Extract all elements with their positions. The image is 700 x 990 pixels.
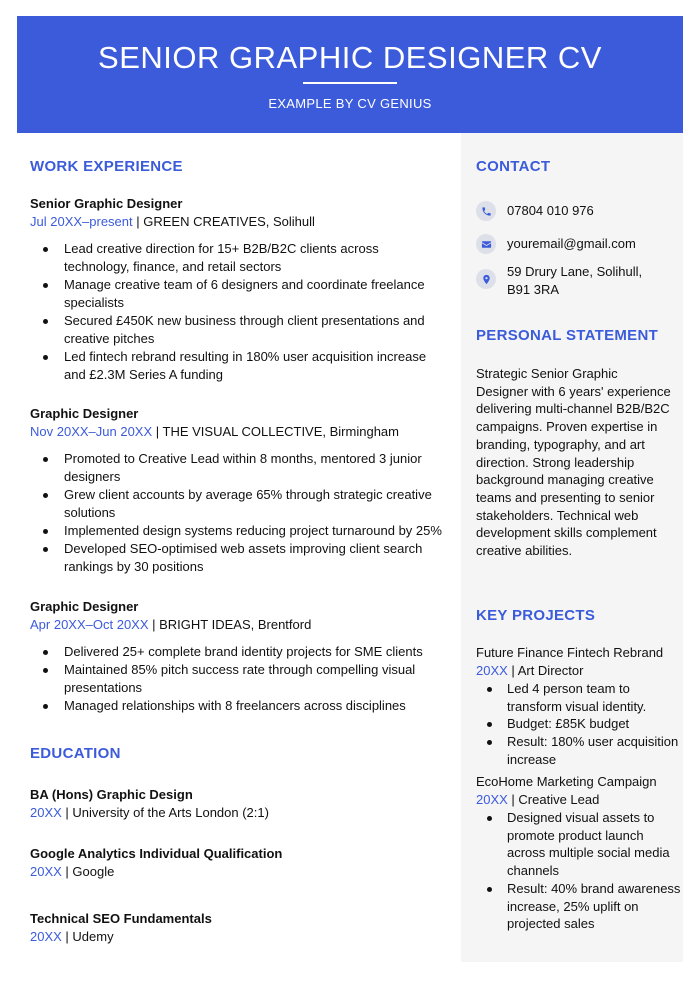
- project-title: Future Finance Fintech Rebrand: [476, 645, 664, 660]
- address-line: B91 3RA: [507, 282, 560, 297]
- job-dates: Nov 20XX–Jun 20XX: [30, 424, 153, 439]
- list-item: Designed visual assets to promote product launch across multiple social media channels: [476, 809, 681, 880]
- job-company: | THE VISUAL COLLECTIVE, Birmingham: [152, 424, 399, 439]
- job-dates: Apr 20XX–Oct 20XX: [30, 617, 149, 632]
- email-address[interactable]: youremail@gmail.com: [507, 236, 636, 251]
- job-meta: [30, 424, 399, 439]
- address-line: 59 Drury Lane, Solihull,: [507, 264, 643, 279]
- list-item: Developed SEO-optimised web assets improving client search rankings by 30 positions: [30, 540, 450, 576]
- education-meta: [30, 929, 114, 944]
- list-item: Maintained 85% pitch success rate through compelling visual presentations: [30, 661, 435, 697]
- project-meta: [476, 792, 599, 807]
- job-title: Graphic Designer: [30, 599, 139, 614]
- contact-address: [476, 263, 642, 299]
- cv-title: SENIOR GRAPHIC DESIGNER CV: [98, 40, 602, 75]
- job-company: | BRIGHT IDEAS, Brentford: [148, 617, 312, 632]
- title-divider: [303, 82, 397, 84]
- contact-email: [476, 234, 636, 254]
- list-item: Implemented design systems reducing project turnaround by 25%: [30, 522, 450, 540]
- list-item: Result: 180% user acquisition increase: [476, 733, 681, 768]
- job-bullets: [30, 643, 435, 715]
- key-projects-heading: KEY PROJECTS: [476, 607, 596, 624]
- education-title: Technical SEO Fundamentals: [30, 911, 212, 926]
- cv-subtitle: EXAMPLE BY CV GENIUS: [268, 96, 432, 111]
- job-meta: [30, 214, 315, 229]
- address: [507, 263, 642, 299]
- list-item: Delivered 25+ complete brand identity projects for SME clients: [30, 643, 435, 661]
- header-banner: [17, 16, 683, 133]
- education-heading: EDUCATION: [30, 745, 121, 762]
- project-bullets: [476, 809, 681, 933]
- project-meta: [476, 663, 583, 678]
- project-role: | Art Director: [507, 663, 584, 678]
- education-meta: [30, 864, 114, 879]
- list-item: Secured £450K new business through client presentations and creative pitches: [30, 312, 435, 348]
- project-date: 20XX: [476, 663, 508, 678]
- work-experience-heading: WORK EXPERIENCE: [30, 158, 183, 175]
- list-item: Grew client accounts by average 65% through strategic creative solutions: [30, 486, 450, 522]
- list-item: Lead creative direction for 15+ B2B/B2C clients across technology, finance, and retail sectors: [30, 240, 435, 276]
- list-item: Promoted to Creative Lead within 8 months, mentored 3 junior designers: [30, 450, 450, 486]
- education-date: 20XX: [30, 805, 62, 820]
- project-role: | Creative Lead: [507, 792, 600, 807]
- job-bullets: [30, 240, 435, 384]
- education-title: BA (Hons) Graphic Design: [30, 787, 193, 802]
- project-date: 20XX: [476, 792, 508, 807]
- education-detail: | Udemy: [61, 929, 114, 944]
- location-pin-icon: [476, 269, 496, 289]
- project-bullets: [476, 680, 681, 769]
- personal-statement-text: Strategic Senior Graphic Designer with 6 years' experience delivering multi-channel B2B/B2C campaigns. Proven expertise in branding, typography, and art direction. Strong leadership background managing creative teams and presenting to senior stakeholders. Technical web development skills complement creative abilities.: [476, 366, 671, 559]
- education-meta: [30, 805, 269, 820]
- education-detail: | University of the Arts London (2:1): [61, 805, 269, 820]
- job-dates: Jul 20XX–present: [30, 214, 133, 229]
- job-meta: [30, 617, 311, 632]
- project-title: EcoHome Marketing Campaign: [476, 774, 657, 789]
- list-item: Managed relationships with 8 freelancers across disciplines: [30, 697, 435, 715]
- job-title: Graphic Designer: [30, 406, 139, 421]
- education-detail: | Google: [61, 864, 115, 879]
- email-icon: [476, 234, 496, 254]
- job-bullets: [30, 450, 450, 576]
- education-date: 20XX: [30, 929, 62, 944]
- list-item: Led 4 person team to transform visual identity.: [476, 680, 681, 715]
- phone-number[interactable]: 07804 010 976: [507, 203, 594, 218]
- personal-statement-heading: PERSONAL STATEMENT: [476, 327, 659, 344]
- education-title: Google Analytics Individual Qualification: [30, 846, 283, 861]
- education-date: 20XX: [30, 864, 62, 879]
- contact-heading: CONTACT: [476, 158, 551, 175]
- job-title: Senior Graphic Designer: [30, 196, 183, 211]
- list-item: Led fintech rebrand resulting in 180% user acquisition increase and £2.3M Series A funding: [30, 348, 435, 384]
- contact-phone: [476, 201, 594, 221]
- job-company: | GREEN CREATIVES, Solihull: [132, 214, 315, 229]
- list-item: Manage creative team of 6 designers and coordinate freelance specialists: [30, 276, 435, 312]
- list-item: Budget: £85K budget: [476, 715, 681, 733]
- phone-icon: [476, 201, 496, 221]
- list-item: Result: 40% brand awareness increase, 25% uplift on projected sales: [476, 880, 681, 933]
